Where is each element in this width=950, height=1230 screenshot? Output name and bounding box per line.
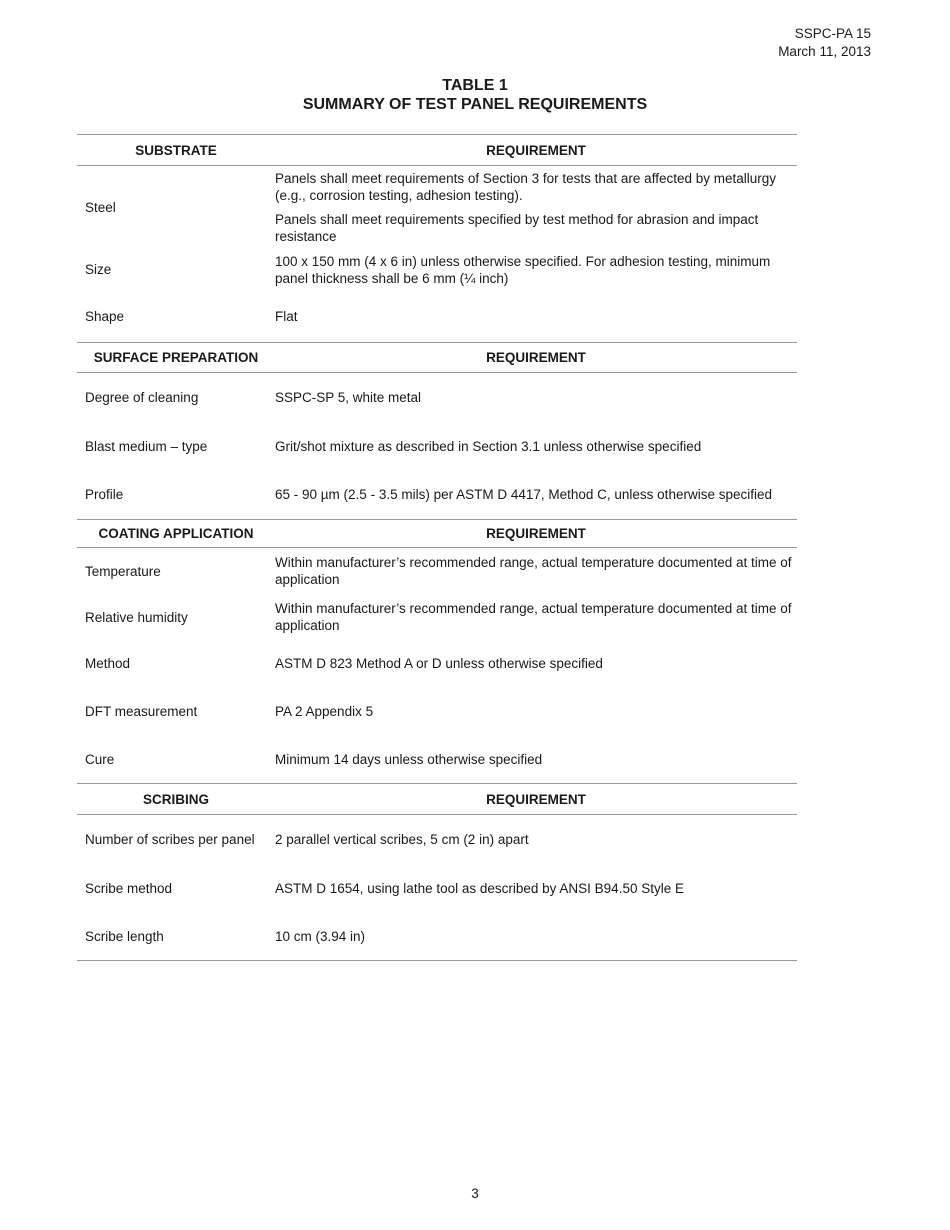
table-row bbox=[77, 373, 797, 423]
row-requirement: 2 parallel vertical scribes, 5 cm (2 in) apart bbox=[275, 832, 529, 848]
table-row bbox=[77, 913, 797, 961]
row-label: Scribe method bbox=[85, 881, 173, 896]
table-row bbox=[77, 423, 797, 471]
table-row bbox=[77, 815, 797, 865]
table-row bbox=[77, 548, 797, 595]
row-label: Shape bbox=[85, 308, 125, 324]
row-requirement: PA 2 Appendix 5 bbox=[275, 704, 374, 719]
requirement-heading: REQUIREMENT bbox=[275, 135, 797, 166]
table-title bbox=[0, 76, 950, 114]
row-requirement: 65 - 90 µm (2.5 - 3.5 mils) per ASTM D 4417, Method C, unless otherwise specified bbox=[275, 487, 772, 503]
table-row bbox=[77, 249, 797, 291]
row-requirement: Grit/shot mixture as described in Section 3.1 unless otherwise specified bbox=[275, 439, 702, 454]
table-caption: SUMMARY OF TEST PANEL REQUIREMENTS bbox=[302, 96, 648, 113]
row-label: Profile bbox=[85, 487, 124, 503]
requirement-heading: REQUIREMENT bbox=[275, 784, 797, 815]
row-label: Number of scribes per panel bbox=[85, 832, 255, 848]
requirements-table bbox=[77, 134, 797, 961]
requirement-heading: REQUIREMENT bbox=[275, 520, 797, 548]
row-requirement: Minimum 14 days unless otherwise specified bbox=[275, 751, 543, 767]
section-header-scribing bbox=[77, 784, 797, 815]
row-requirement: Within manufacturer’s recommended range, actual temperature documented at time of application bbox=[275, 555, 792, 588]
row-requirement: 10 cm (3.94 in) bbox=[275, 928, 366, 944]
table-row bbox=[77, 166, 797, 249]
row-label: Steel bbox=[85, 199, 116, 215]
table-row bbox=[77, 736, 797, 784]
page-number: 3 bbox=[471, 1186, 479, 1201]
row-label: Temperature bbox=[85, 563, 161, 579]
section-header-coating-application bbox=[77, 520, 797, 548]
row-requirement: Flat bbox=[275, 308, 298, 324]
table-row bbox=[77, 688, 797, 736]
row-label: Cure bbox=[85, 751, 115, 767]
table-number: TABLE 1 bbox=[442, 77, 508, 94]
row-requirement: ASTM D 823 Method A or D unless otherwise specified bbox=[275, 656, 603, 671]
section-header-surface-preparation bbox=[77, 343, 797, 373]
section-header-substrate bbox=[77, 135, 797, 166]
section-heading: SUBSTRATE bbox=[77, 135, 275, 166]
row-requirement: SSPC-SP 5, white metal bbox=[275, 390, 422, 406]
row-requirement: ASTM D 1654, using lathe tool as described by ANSI B94.50 Style E bbox=[275, 881, 684, 896]
row-requirement: 100 x 150 mm (4 x 6 in) unless otherwise specified. For adhesion testing, minimum panel thickness shall be 6 mm (¼ inch) bbox=[275, 253, 771, 286]
row-label: DFT measurement bbox=[85, 704, 198, 719]
table-row bbox=[77, 471, 797, 520]
requirement-text: Panels shall meet requirements specified by test method for abrasion and impact resistance bbox=[275, 211, 759, 244]
requirement-text: Panels shall meet requirements of Section 3 for tests that are affected by metallurgy (e.g., corrosion testing, adhesion testing). bbox=[275, 170, 777, 203]
row-label: Degree of cleaning bbox=[85, 390, 199, 406]
requirement-heading: REQUIREMENT bbox=[275, 343, 797, 373]
row-label: Method bbox=[85, 656, 131, 671]
table-row bbox=[77, 595, 797, 640]
row-label: Blast medium – type bbox=[85, 439, 208, 454]
row-label: Relative humidity bbox=[85, 609, 188, 625]
table-row bbox=[77, 291, 797, 343]
document-date: March 11, 2013 bbox=[778, 44, 871, 59]
row-requirement bbox=[275, 166, 797, 249]
table-row bbox=[77, 865, 797, 913]
row-requirement: Within manufacturer’s recommended range, actual temperature documented at time of application bbox=[275, 601, 792, 633]
section-heading: COATING APPLICATION bbox=[77, 520, 275, 548]
row-label: Scribe length bbox=[85, 928, 164, 944]
section-heading: SURFACE PREPARATION bbox=[77, 343, 275, 373]
section-heading: SCRIBING bbox=[77, 784, 275, 815]
document-id: SSPC-PA 15 bbox=[794, 26, 871, 41]
table-row bbox=[77, 640, 797, 688]
row-label: Size bbox=[85, 262, 112, 277]
